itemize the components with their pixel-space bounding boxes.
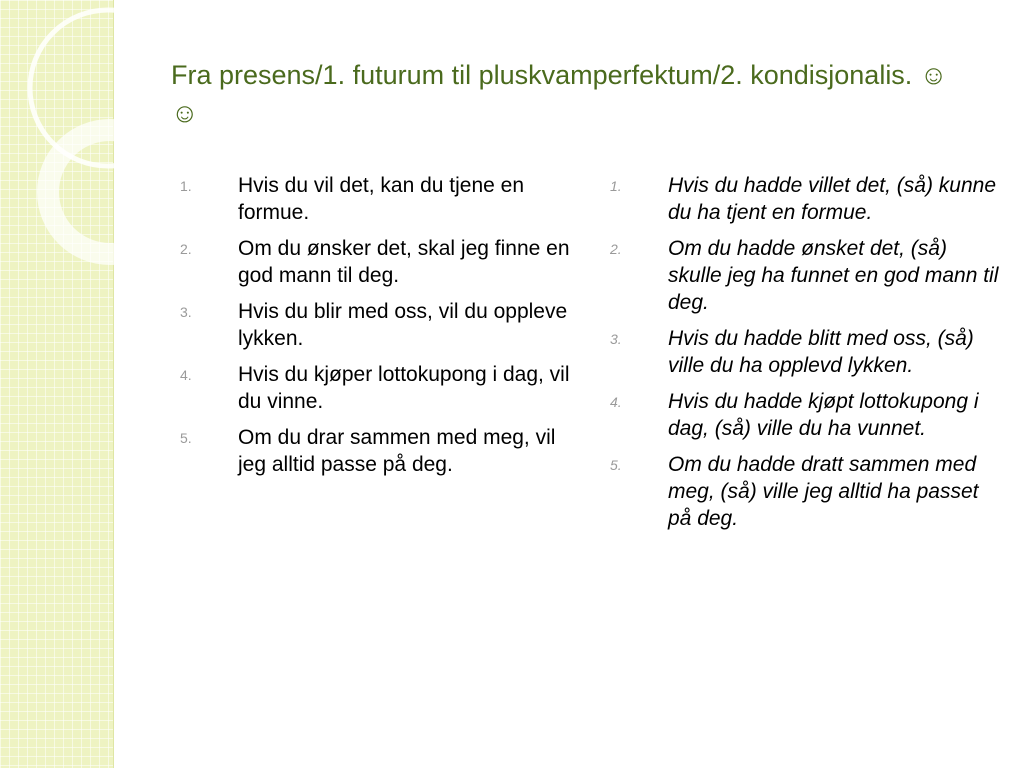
list-text: Om du ønsker det, skal jeg finne en god mann til deg. (238, 237, 570, 287)
list-number: 3. (180, 304, 192, 320)
list-number: 3. (610, 331, 622, 347)
list-item (180, 172, 570, 226)
list-number: 5. (610, 457, 622, 473)
list-number: 4. (180, 367, 192, 383)
list-item (610, 235, 1000, 316)
list-text: Om du hadde ønsket det, (så) skulle jeg ha funnet en god mann til deg. (668, 237, 999, 314)
list-item (180, 361, 570, 415)
list-text: Om du hadde dratt sammen med meg, (så) ville jeg alltid ha passet på deg. (668, 453, 979, 530)
list-number: 2. (180, 241, 192, 257)
list-text: Hvis du hadde blitt med oss, (så) ville du ha opplevd lykken. (668, 327, 974, 377)
list-item (180, 424, 570, 478)
list-item (180, 298, 570, 352)
list-number: 1. (180, 178, 192, 194)
list-item (610, 325, 1000, 379)
list-text: Hvis du blir med oss, vil du oppleve lykken. (238, 300, 568, 350)
list-item (610, 451, 1000, 532)
list-text: Hvis du hadde villet det, (så) kunne du ha tjent en formue. (668, 174, 997, 224)
list-item (180, 235, 570, 289)
list-number: 5. (180, 430, 192, 446)
present-tense-list (180, 172, 570, 487)
list-number: 1. (610, 178, 622, 194)
list-number: 2. (610, 241, 622, 257)
list-text: Om du drar sammen med meg, vil jeg alltid passe på deg. (238, 426, 556, 476)
conditional-list (610, 172, 1000, 541)
list-text: Hvis du kjøper lottokupong i dag, vil du vinne. (238, 363, 570, 413)
list-item (610, 172, 1000, 226)
list-number: 4. (610, 394, 622, 410)
slide-title: Fra presens/1. futurum til pluskvamperfektum/2. kondisjonalis. ☺☺ (171, 60, 948, 128)
list-text: Hvis du vil det, kan du tjene en formue. (238, 174, 525, 224)
list-item (610, 388, 1000, 442)
list-text: Hvis du hadde kjøpt lottokupong i dag, (så) ville du ha vunnet. (668, 390, 979, 440)
decorative-side-band (0, 0, 114, 768)
